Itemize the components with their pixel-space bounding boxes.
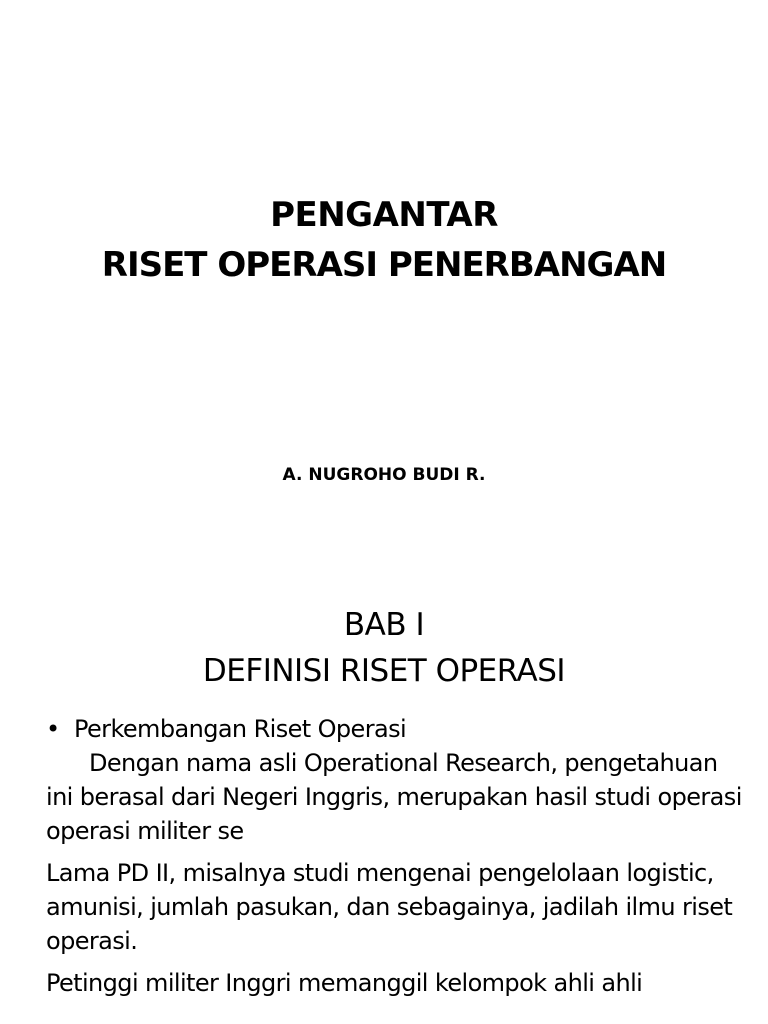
- slide-title: [0, 190, 768, 290]
- bullet-item: [46, 712, 746, 746]
- title-line-1: PENGANTAR: [270, 195, 498, 235]
- title-line-2: RISET OPERASI PENERBANGAN: [101, 245, 667, 285]
- chapter-number: BAB I: [343, 607, 425, 643]
- bullet-icon: •: [46, 715, 60, 743]
- chapter-heading: [0, 602, 768, 694]
- body-paragraph-1: Dengan nama asli Operational Research, pengetahuan ini berasal dari Negeri Inggris, merupakan hasil studi operasi operasi militer se: [46, 749, 742, 845]
- body-paragraph-3: Petinggi militer Inggri memanggil kelompok ahli ahli: [46, 969, 643, 997]
- author-name: A. NUGROHO BUDI R.: [282, 465, 486, 485]
- slide-body: [46, 712, 746, 1014]
- chapter-title: DEFINISI RISET OPERASI: [202, 653, 566, 689]
- body-paragraph-2: Lama PD II, misalnya studi mengenai pengelolaan logistic, amunisi, jumlah pasukan, dan sebagainya, jadilah ilmu riset operasi.: [46, 859, 733, 955]
- bullet-text: Perkembangan Riset Operasi: [74, 715, 407, 743]
